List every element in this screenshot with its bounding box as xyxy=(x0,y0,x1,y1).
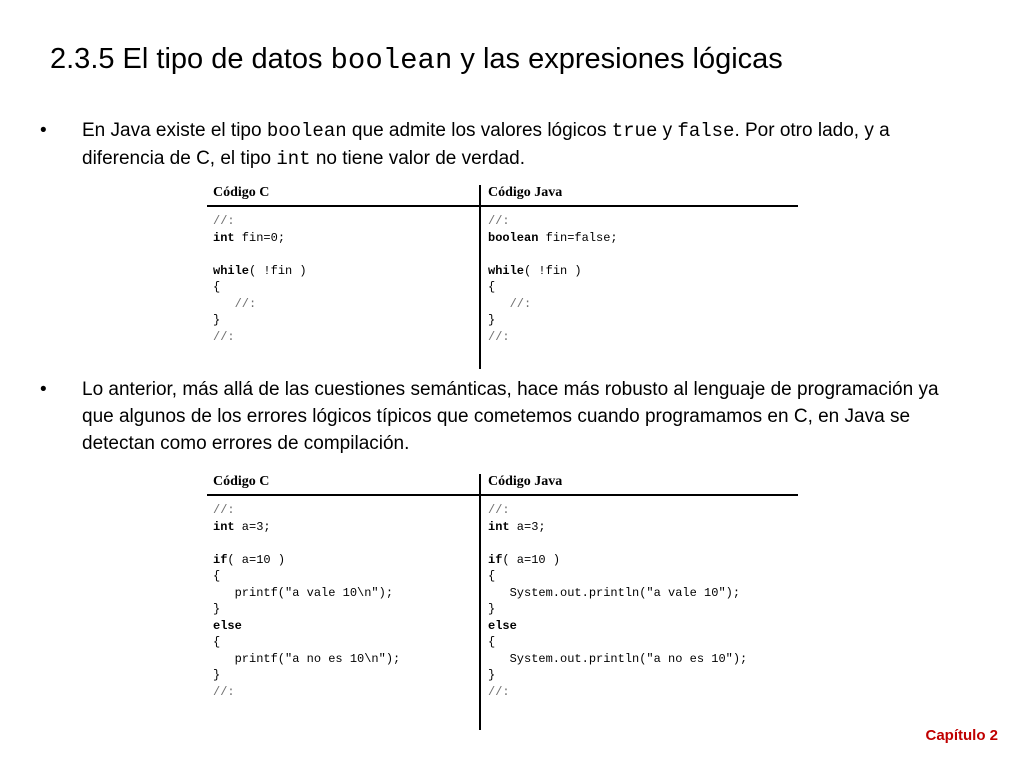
code-line xyxy=(213,263,478,280)
code-line xyxy=(213,634,478,651)
code-line xyxy=(213,684,478,701)
code-keyword: if xyxy=(488,552,503,567)
code-text: { xyxy=(213,569,221,583)
bullet-text-part: no tiene valor de verdad. xyxy=(310,148,525,169)
code-text: ( !fin ) xyxy=(524,263,582,278)
code-comment: //: xyxy=(488,296,532,311)
code-line xyxy=(488,552,793,569)
code-text: fin=0; xyxy=(234,230,286,245)
code-line xyxy=(213,618,478,635)
java-code-column xyxy=(488,474,793,730)
bullet-text: Lo anterior, más allá de las cuestiones semánticas, hace más robusto al lenguaje de programación ya que algunos de los errores lógicos típicos que cometemos cuando programamos en C, en Java se detectan como errores de compilación. xyxy=(82,379,939,454)
code-text: { xyxy=(213,635,221,649)
code-text: { xyxy=(488,569,496,583)
code-text: { xyxy=(488,280,496,294)
code-line xyxy=(488,312,793,329)
inline-code: int xyxy=(276,148,311,170)
code-text: a=3; xyxy=(509,519,546,534)
bullet-text-part: . Por otro lado, y a diferencia de C, el tipo xyxy=(82,120,890,169)
code-block xyxy=(488,213,793,345)
bullet-marker: • xyxy=(40,120,47,141)
code-line xyxy=(488,568,793,585)
code-line xyxy=(213,279,478,296)
bullet-marker: • xyxy=(40,379,47,400)
code-comparison-table xyxy=(207,474,798,730)
code-line xyxy=(213,519,478,536)
code-line xyxy=(488,585,793,602)
code-comment: //: xyxy=(488,684,510,699)
bullet-item-boolean-type xyxy=(40,117,960,173)
code-line xyxy=(213,552,478,569)
code-line xyxy=(213,585,478,602)
code-text: } xyxy=(488,313,496,327)
code-comment: //: xyxy=(488,214,510,228)
code-keyword: else xyxy=(213,618,242,633)
code-line xyxy=(488,213,793,230)
code-line xyxy=(488,502,793,519)
code-text: System.out.println("a vale 10"); xyxy=(488,585,741,600)
code-line xyxy=(213,502,478,519)
code-text: fin=false; xyxy=(538,230,618,245)
bullet-text-part: que admite los valores lógicos xyxy=(346,120,612,141)
code-line xyxy=(488,246,793,263)
code-line xyxy=(213,296,478,313)
code-block xyxy=(213,502,478,700)
bullet-text-part: y xyxy=(657,120,678,141)
code-line xyxy=(488,601,793,618)
code-line xyxy=(213,213,478,230)
code-line xyxy=(213,651,478,668)
bullet-text-part: En Java existe el tipo xyxy=(82,120,267,141)
code-comment: //: xyxy=(213,329,235,344)
code-line xyxy=(488,634,793,651)
code-comment: //: xyxy=(488,503,510,517)
code-comparison-table xyxy=(207,185,798,369)
code-block xyxy=(488,502,793,700)
code-line xyxy=(488,329,793,346)
title-code: boolean xyxy=(330,44,453,77)
code-keyword: int xyxy=(213,230,235,245)
code-text: { xyxy=(488,635,496,649)
inline-code: true xyxy=(611,120,658,142)
code-line xyxy=(213,312,478,329)
code-text: } xyxy=(213,602,221,616)
code-line xyxy=(488,230,793,247)
code-line xyxy=(213,535,478,552)
inline-code: boolean xyxy=(266,120,347,142)
code-text: ( !fin ) xyxy=(249,263,307,278)
bullet-text xyxy=(82,117,960,173)
code-line xyxy=(488,296,793,313)
java-code-column xyxy=(488,185,793,369)
code-block xyxy=(213,213,478,345)
code-comment: //: xyxy=(213,503,235,517)
code-keyword: int xyxy=(488,519,510,534)
code-keyword: boolean xyxy=(488,230,539,245)
code-line xyxy=(488,263,793,280)
code-comment: //: xyxy=(213,296,257,311)
code-line xyxy=(213,568,478,585)
code-comment: //: xyxy=(488,329,510,344)
code-keyword: while xyxy=(213,263,250,278)
code-text: System.out.println("a no es 10"); xyxy=(488,651,748,666)
code-line xyxy=(488,667,793,684)
c-code-column xyxy=(213,474,478,730)
code-text: ( a=10 ) xyxy=(502,552,561,567)
code-line xyxy=(488,519,793,536)
code-line xyxy=(488,684,793,701)
code-text: { xyxy=(213,280,221,294)
inline-code: false xyxy=(677,120,735,142)
code-keyword: int xyxy=(213,519,235,534)
code-line xyxy=(488,618,793,635)
code-keyword: if xyxy=(213,552,228,567)
c-code-column xyxy=(213,185,478,369)
code-text: printf("a vale 10\n"); xyxy=(213,585,394,600)
column-header-c: Código C xyxy=(213,185,270,200)
code-line xyxy=(488,279,793,296)
code-text: } xyxy=(488,602,496,616)
code-text: ( a=10 ) xyxy=(227,552,286,567)
slide-title xyxy=(50,42,1010,79)
code-comment: //: xyxy=(213,684,235,699)
code-line xyxy=(213,230,478,247)
code-line xyxy=(213,601,478,618)
bullet-item-robustness xyxy=(40,376,960,457)
column-divider xyxy=(479,474,481,730)
chapter-label: Capítulo 2 xyxy=(925,727,998,744)
code-text: } xyxy=(213,668,221,682)
code-text: printf("a no es 10\n"); xyxy=(213,651,401,666)
code-text: } xyxy=(488,668,496,682)
code-line xyxy=(213,246,478,263)
code-text: } xyxy=(213,313,221,327)
title-suffix: y las expresiones lógicas xyxy=(452,43,783,75)
column-header-java: Código Java xyxy=(488,185,563,200)
code-keyword: while xyxy=(488,263,525,278)
column-header-java: Código Java xyxy=(488,474,563,489)
title-prefix: 2.3.5 El tipo de datos xyxy=(50,43,331,75)
code-line xyxy=(213,329,478,346)
code-text: a=3; xyxy=(234,519,271,534)
code-line xyxy=(488,535,793,552)
code-line xyxy=(488,651,793,668)
code-line xyxy=(213,667,478,684)
code-comment: //: xyxy=(213,214,235,228)
column-divider xyxy=(479,185,481,369)
code-keyword: else xyxy=(488,618,517,633)
column-header-c: Código C xyxy=(213,474,270,489)
